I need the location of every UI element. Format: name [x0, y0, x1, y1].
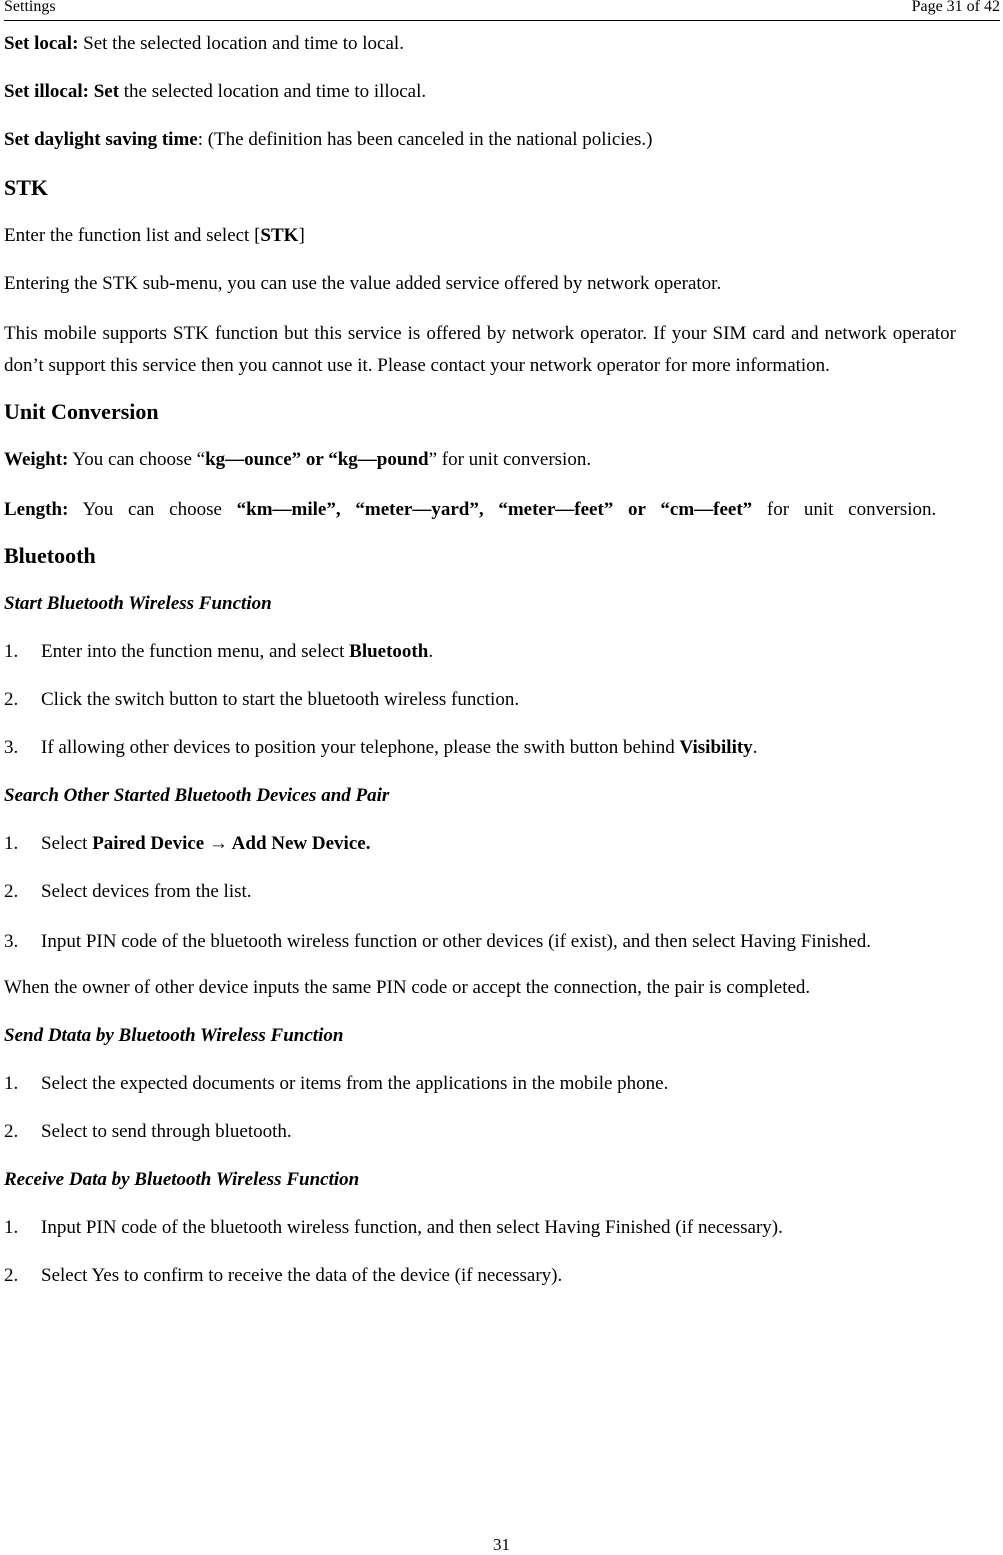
step-number: 3.	[4, 737, 19, 758]
list-item	[4, 686, 956, 714]
stk-heading: STK	[4, 175, 49, 200]
step-text-bold: Bluetooth	[349, 641, 429, 662]
header-section-title: Settings	[4, 0, 56, 15]
step-text: Select Yes to confirm to receive the data of the device (if necessary).	[41, 1265, 563, 1286]
list-item	[4, 878, 956, 906]
list-item	[4, 638, 956, 666]
list-item	[4, 1070, 956, 1098]
step-text: Select to send through bluetooth.	[41, 1121, 292, 1142]
send-data-subheading: Send Dtata by Bluetooth Wireless Function	[4, 1025, 344, 1046]
step-number: 2.	[4, 881, 19, 902]
bluetooth-heading: Bluetooth	[4, 543, 96, 568]
step-number: 1.	[4, 641, 19, 662]
length-post: for unit conversion.	[752, 499, 937, 520]
header-page-label: Page 31 of 42	[911, 0, 1000, 15]
set-illocal-text: the selected location and time to illocal.	[119, 81, 427, 102]
step-number: 3.	[4, 931, 19, 952]
step-text	[41, 638, 433, 666]
step-text-bold: Paired Device → Add New Device.	[92, 833, 371, 854]
list-item	[4, 734, 956, 762]
stk-line-1-bold: STK	[260, 225, 299, 246]
step-text-pre: If allowing other devices to position your telephone, please the swith button behind	[41, 737, 680, 758]
step-text: Input PIN code of the bluetooth wireless function or other devices (if exist), and then select Having Finished.	[41, 931, 871, 952]
step-number: 2.	[4, 1265, 19, 1286]
step-number: 1.	[4, 1073, 19, 1094]
step-text-post: .	[428, 641, 434, 662]
step-number: 2.	[4, 689, 19, 710]
step-text: Select the expected documents or items from the applications in the mobile phone.	[41, 1073, 669, 1094]
step-text: Select devices from the list.	[41, 881, 252, 902]
page-number-footer: 31	[493, 1535, 510, 1554]
step-text-bold: Visibility	[679, 737, 753, 758]
step-text-post: .	[752, 737, 758, 758]
stk-line-3: This mobile supports STK function but this service is offered by network operator. If your SIM card and network operator don’t support this service then you cannot use it. Please contact your network operator for more information.	[4, 323, 956, 376]
list-item	[4, 1118, 956, 1146]
list-item	[4, 1214, 956, 1242]
set-local-paragraph	[4, 30, 956, 58]
length-paragraph	[4, 494, 956, 526]
unit-conversion-heading: Unit Conversion	[4, 399, 159, 424]
step-text	[41, 830, 370, 858]
step-text	[41, 734, 757, 762]
stk-line-1	[4, 222, 956, 250]
set-dst-label: Set daylight saving time	[4, 129, 198, 150]
stk-line-2: Entering the STK sub-menu, you can use the value added service offered by network operator.	[4, 273, 722, 294]
list-item	[4, 830, 956, 858]
set-illocal-label: Set illocal: Set	[4, 81, 120, 102]
weight-paragraph	[4, 446, 956, 474]
set-illocal-paragraph	[4, 78, 956, 106]
step-text-pre: Select	[41, 833, 93, 854]
start-bluetooth-subheading: Start Bluetooth Wireless Function	[4, 593, 272, 614]
set-local-label: Set local:	[4, 33, 79, 54]
length-bold: “km—mile”, “meter—yard”, “meter—feet” or “cm—feet”	[236, 499, 753, 520]
step-number: 1.	[4, 1217, 19, 1238]
stk-line-1-post: ]	[298, 225, 305, 246]
document-body	[4, 30, 956, 1310]
step-text: Input PIN code of the bluetooth wireless function, and then select Having Finished (if necessary).	[41, 1217, 783, 1238]
step-number: 2.	[4, 1121, 19, 1142]
set-local-text: Set the selected location and time to local.	[78, 33, 404, 54]
length-pre: You can choose	[68, 499, 237, 520]
length-label: Length:	[4, 499, 69, 520]
page-header	[4, 0, 1000, 21]
weight-label: Weight:	[4, 449, 69, 470]
list-item	[4, 1262, 956, 1290]
set-dst-text: : (The definition has been canceled in the national policies.)	[197, 129, 653, 150]
set-dst-paragraph	[4, 126, 956, 154]
weight-pre: You can choose “	[68, 449, 206, 470]
search-devices-subheading: Search Other Started Bluetooth Devices and Pair	[4, 785, 390, 806]
step-number: 1.	[4, 833, 19, 854]
list-item	[4, 926, 956, 958]
weight-bold: kg—ounce” or “kg—pound	[205, 449, 429, 470]
step-text-pre: Enter into the function menu, and select	[41, 641, 350, 662]
weight-post: ” for unit conversion.	[428, 449, 592, 470]
receive-data-subheading: Receive Data by Bluetooth Wireless Function	[4, 1169, 360, 1190]
stk-line-1-pre: Enter the function list and select [	[4, 225, 261, 246]
pairing-note: When the owner of other device inputs the same PIN code or accept the connection, the pair is completed.	[4, 977, 811, 998]
step-text: Click the switch button to start the bluetooth wireless function.	[41, 689, 520, 710]
